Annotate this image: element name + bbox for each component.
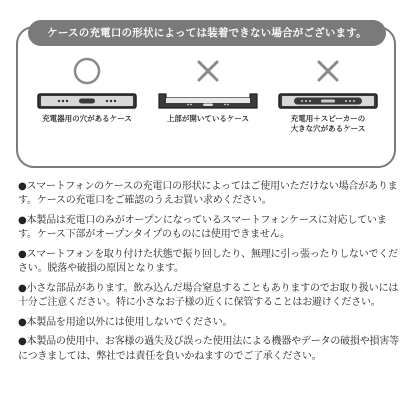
case-example-open-top xyxy=(146,50,270,162)
phone-case-open-top-icon xyxy=(158,92,258,110)
banner-title: ケースの充電口の形状によっては装着できない場合がございます。 xyxy=(28,20,386,46)
ng-cross-icon xyxy=(146,56,270,86)
ok-circle-icon xyxy=(25,56,149,86)
case-caption: 充電器用の穴があるケース xyxy=(42,114,132,123)
phone-case-charger-hole-icon xyxy=(37,92,137,110)
case-example-large-hole xyxy=(266,50,390,162)
ng-cross-icon xyxy=(266,56,390,86)
notes-list xyxy=(18,180,402,369)
note-item: ●小さな部品があります。飲み込んだ場合窒息することもありますのでお取り扱いには十分ご注意ください。特に小さなお子様の近くに保管することはお避けください。 xyxy=(18,282,399,308)
case-caption: 充電用＋スピーカーの 大きな穴があるケース xyxy=(290,114,366,133)
note-item: ●本製品の使用中、お客様の過失及び誤った使用法による機器やデータの破損や損害等につきましては、弊社では責任を負いかねますのでご了承ください。 xyxy=(18,336,399,362)
case-example-charger-hole xyxy=(25,50,149,162)
case-caption: 上部が開いているケース xyxy=(166,114,250,123)
note-item: ●スマートフォンのケースの充電口の形状によってはご使用いただけない場合があります。ケースの充電口をご確認のうえお買い求めください。 xyxy=(18,181,398,207)
note-item: ●スマートフォンを取り付けた状態で振り回したり、無理に引っ張ったりしないでください。脱落や破損の原因となります。 xyxy=(18,248,398,275)
note-item: ●本製品を用途以外には使用しないでください。 xyxy=(18,316,233,328)
phone-case-large-hole-icon xyxy=(278,92,378,110)
note-item: ●本製品は充電口のみがオープンになっているスマートフォンケースに対応しています。ケース下部がオープンタイプのものには使用できません。 xyxy=(18,214,387,241)
